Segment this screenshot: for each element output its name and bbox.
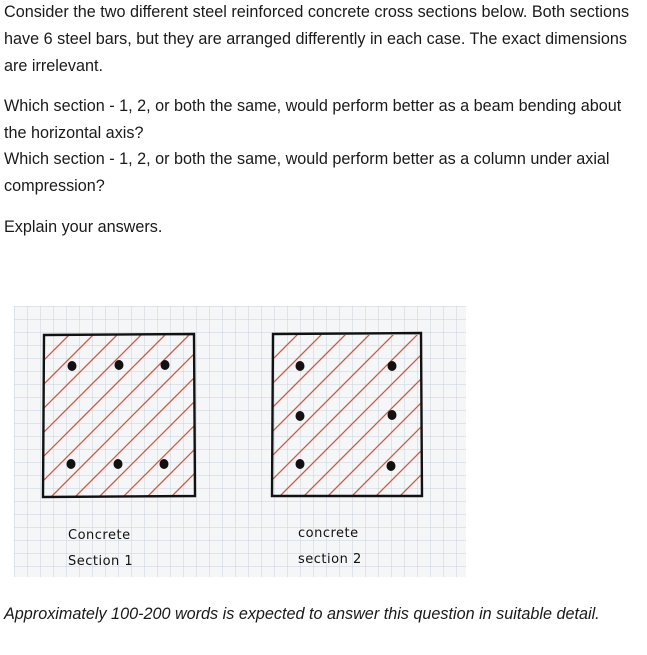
- steel-bar: [114, 459, 123, 469]
- cross-sections-sketch: [14, 306, 466, 577]
- section-1-label-line2: Section 1: [68, 554, 134, 569]
- section-2-label-line1: concrete: [298, 526, 359, 541]
- word-count-note: Approximately 100-200 words is expected to answer this question in suitable detail.: [4, 605, 600, 623]
- beam-question: Which section - 1, 2, or both the same, would perform better as a beam bending about the horizontal axis?: [4, 97, 622, 142]
- steel-bar: [387, 461, 396, 471]
- steel-bar: [388, 361, 397, 371]
- steel-bar: [161, 360, 170, 370]
- steel-bar: [296, 361, 305, 371]
- steel-bar: [296, 459, 305, 469]
- steel-bar: [388, 410, 397, 420]
- steel-bar: [160, 459, 169, 469]
- section-1-label-line1: Concrete: [68, 528, 131, 543]
- explain-instruction: Explain your answers.: [4, 218, 163, 236]
- steel-bar: [68, 361, 77, 371]
- steel-bar: [296, 411, 305, 421]
- steel-bar: [67, 459, 76, 469]
- steel-bar: [115, 360, 124, 370]
- section-2-label-line2: section 2: [298, 552, 362, 567]
- intro-paragraph: Consider the two different steel reinforced concrete cross sections below. Both sections have 6 steel bars, but they are arranged differently in each case. The exact dimensions are irrelevant.: [4, 3, 630, 75]
- column-question: Which section - 1, 2, or both the same, would perform better as a column under axial compression?: [4, 150, 610, 195]
